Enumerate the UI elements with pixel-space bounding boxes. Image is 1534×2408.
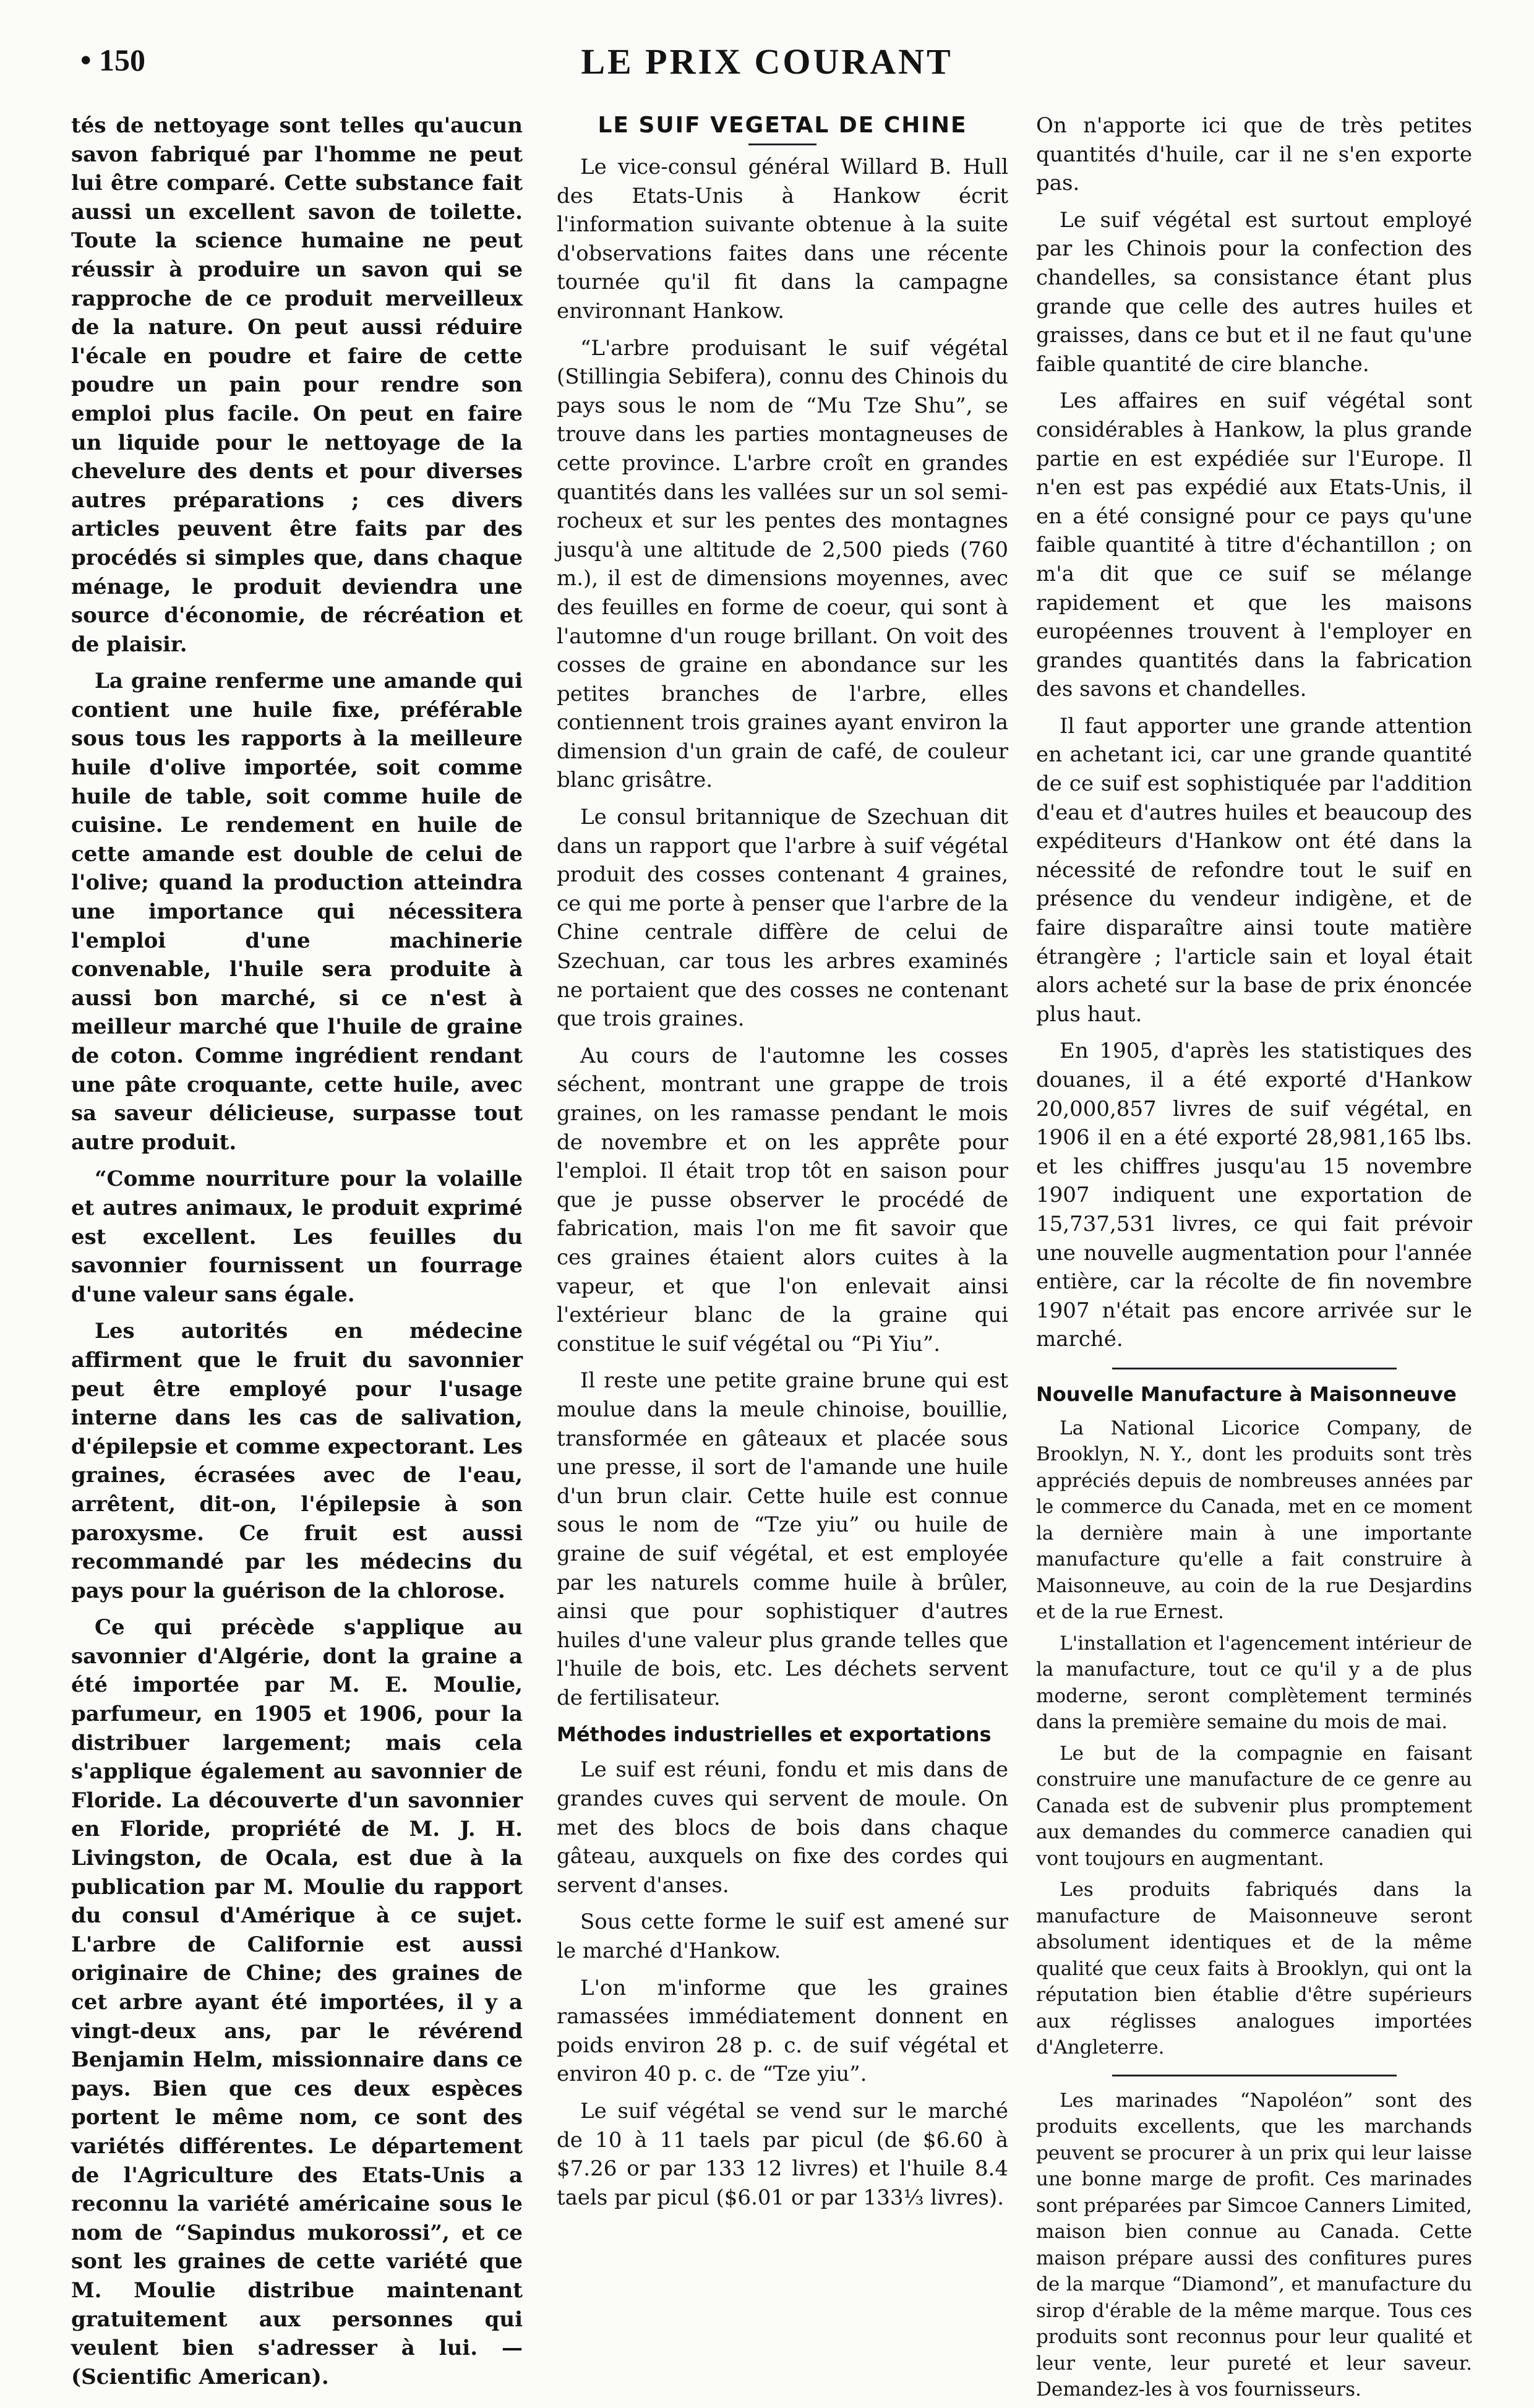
column-middle	[557, 111, 1008, 2212]
article-paragraph: La National Licorice Company, de Brooklyn, N. Y., dont les produits sont très appréciés depuis de nombreuses années par le commerce du Canada, met en ce moment la dernière main à une importante manufacture qu'elle a fait construire à Maisonneuve, au coin de la rue Desjardins et de la rue Ernest.	[1036, 1416, 1472, 1624]
journal-title: LE PRIX COURANT	[581, 41, 953, 82]
article-paragraph: Les autorités en médecine affirment que le fruit du savonnier peut être employé pour l'usage interne dans les cas de salivation, d'épilepsie et comme expectorant. Les graines, écrasées avec de l'eau, arrêtent, dit-on, l'épilepsie à son paroxysme. Ce fruit est aussi recommandé par les médecins du pays pour la guérison de la chlorose.	[71, 1319, 523, 1603]
marinades-notice	[1036, 2088, 1472, 2403]
article-paragraph: Le suif est réuni, fondu et mis dans de grandes cuves qui servent de moule. On met des blocs de bois dans chaque gâteau, auxquels on fixe des cordes qui servent d'anses.	[557, 1757, 1008, 1898]
title-divider	[748, 144, 816, 145]
page-header	[0, 30, 1534, 98]
article-paragraph: “Comme nourriture pour la volaille et autres animaux, le produit exprimé est excellent. Les feuilles du savonnier fournissent un fourrage d'une valeur sans égale.	[71, 1167, 523, 1307]
article-paragraph: Le vice-consul général Willard B. Hull des Etats-Unis à Hankow écrit l'information suivante obtenue à la suite d'observations faites dans une récente tournée qu'il fit dans la campagne environnant Hankow.	[557, 155, 1008, 323]
section-subtitle: Méthodes industrielles et exportations	[557, 1723, 992, 1747]
article-paragraph: Les affaires en suif végétal sont considérables à Hankow, la plus grande partie en est expédiée sur l'Europe. Il n'en est pas expédié aux Etats-Unis, il en a été consigné pour ce pays qu'une faible quantité à titre d'échantillon ; on m'a dit que ce suif se mélange rapidement et que les maisons européennes trouvent à l'employer en grandes quantités dans la fabrication des savons et chandelles.	[1036, 388, 1472, 702]
article-paragraph: Le suif végétal est surtout employé par les Chinois pour la confection des chandelles, sa consistance étant plus grande que celle des autres huiles et graisses, dans ce but et il ne faut qu'une faible quantité de cire blanche.	[1036, 207, 1472, 377]
manufacture-article	[1036, 1415, 1472, 2061]
article-paragraph: Il reste une petite graine brune qui est moulue dans la meule chinoise, bouillie, transformée en gâteaux et placée sous une presse, il sort de l'amande une huile d'un brun clair. Cette huile est connue sous le nom de “Tze yiu” ou huile de graine de suif végétal, et est employée par les naturels comme huile à brûler, ainsi que pour sophistiquer d'autres huiles d'une valeur plus grande telles que l'huile de bois, etc. Les déchets servent de fertilisateur.	[557, 1368, 1008, 1710]
article-paragraph: Les marinades “Napoléon” sont des produits excellents, que les marchands peuvent se procurer à un prix qui leur laisse une bonne marge de profit. Ces marinades sont préparées par Simcoe Canners Limited, maison bien connue au Canada. Cette maison prépare aussi des confitures pures de la marque “Diamond”, et manufacture du sirop d'érable de la même marque. Tous ces produits sont reconnus pour leur qualité et leur vente, leur pureté et leur saveur. Demandez-les à vos fournisseurs.	[1036, 2089, 1472, 2401]
article-paragraph: tés de nettoyage sont telles qu'aucun savon fabriqué par l'homme ne peut lui être comparé. Cette substance fait aussi un excellent savon de toilette. Toute la science humaine ne peut réussir à produire un savon qui se rapproche de ce produit merveilleux de la nature. On peut aussi réduire l'écale en poudre et faire de cette poudre un pain pour rendre son emploi plus facile. On peut en faire un liquide pour le nettoyage de la chevelure des dents et pour diverses autres préparations ; ces divers articles peuvent être faits par des procédés si simples que, dans chaque ménage, le produit deviendra une source d'économie, de récréation et de plaisir.	[71, 113, 523, 657]
article-paragraph: Le but de la compagnie en faisant construire une manufacture de ce genre au Canada est de subvenir plus promptement aux demandes du commerce canadien qui vont toujours en augmentant.	[1036, 1742, 1472, 1870]
article-title: LE SUIF VEGETAL DE CHINE	[598, 113, 967, 138]
article-paragraph: La graine renferme une amande qui contient une huile fixe, préférable sous tous les rapports à la meilleure huile d'olive importée, soit comme huile de table, soit comme huile de cuisine. Le rendement en huile de cette amande est double de celui de l'olive; quand la production atteindra une importance qui nécessitera l'emploi d'une machinerie convenable, l'huile sera produite à aussi bon marché, si ce n'est à meilleur marché que l'huile de graine de coton. Comme ingrédient rendant une pâte croquante, cette huile, avec sa saveur délicieuse, surpasse tout autre produit.	[71, 669, 523, 1155]
article-paragraph: Au cours de l'automne les cosses séchent, montrant une grappe de trois graines, on les ramasse pendant le mois de novembre et on les apprête pour l'emploi. Il était trop tôt en saison pour que je pusse observer le procédé de fabrication, mais l'on me fit savoir que ces graines étaient alors cuites à la vapeur, et que l'on enlevait ainsi l'extérieur blanc de la graine qui constitue le suif végétal ou “Pi Yiu”.	[557, 1043, 1008, 1356]
article-paragraph: Ce qui précède s'applique au savonnier d'Algérie, dont la graine a été importée par M. E. Moulie, parfumeur, en 1905 et 1906, pour la distribuer largement; mais cela s'applique également au savonnier de Floride. La découverte d'un savonnier en Floride, propriété de M. J. H. Livingston, de Ocala, est due à la publication par M. Moulie du rapport du consul d'Amérique à ce sujet. L'arbre de Californie est aussi originaire de Chine; des graines de cet arbre ayant été importées, il y a vingt-deux ans, par le révérend Benjamin Helm, missionnaire dans ce pays. Bien que ces deux espèces portent le même nom, ce sont des variétés différentes. Le département de l'Agriculture des Etats-Unis a reconnu la variété américaine sous le nom de “Sapindus mukorossi”, et ce sont les graines de cette variété que M. Moulie distribue maintenant gratuitement aux personnes qui veulent bien s'adresser à lui. — (Scientific American).	[71, 1615, 523, 2389]
article-paragraph: Le consul britannique de Szechuan dit dans un rapport que l'arbre à suif végétal produit des cosses contenant 4 graines, ce qui me porte à penser que l'arbre de la Chine centrale diffère de celui de Szechuan, car tous les arbres examinés ne portaient que des cosses ne contenant que trois graines.	[557, 805, 1008, 1032]
article-paragraph: Il faut apporter une grande attention en achetant ici, car une grande quantité de ce suif est sophistiquée par l'addition d'eau et d'autres huiles et beaucoup des expéditeurs d'Hankow ont été dans la nécessité de refondre tout le suif en présence du vendeur indigène, et de faire disparaître ainsi toute matière étrangère ; l'article sain et loyal était alors acheté sur la base de prix énoncée plus haut.	[1036, 713, 1472, 1027]
column-left	[71, 111, 523, 2391]
article-paragraph: Les produits fabriqués dans la manufacture de Maisonneuve seront absolument identiques et de la même qualité que ceux faits à Brooklyn, qui ont la réputation bien établie d'être supérieurs aux réglisses analogues importées d'Angleterre.	[1036, 1879, 1472, 2059]
section-divider	[1112, 1368, 1397, 1369]
article-paragraph: “L'arbre produisant le suif végétal (Stillingia Sebifera), connu des Chinois du pays sous le nom de “Mu Tze Shu”, se trouve dans les parties montagneuses de cette province. L'arbre croît en grandes quantités dans les vallées sur un sol semi-rocheux et sur les pentes des montagnes jusqu'à une altitude de 2,500 pieds (760 m.), il est de dimensions moyennes, avec des feuilles en forme de coeur, qui sont à l'automne d'un rouge brillant. On voit des cosses de graine en abondance sur les petites branches de l'arbre, elles contiennent trois graines ayant environ la dimension d'un grain de café, de couleur blanc grisâtre.	[557, 335, 1008, 793]
article-paragraph: Le suif végétal se vend sur le marché de 10 à 11 taels par picul (de $6.60 à $7.26 or par 133 12 livres) et l'huile 8.4 taels par picul ($6.01 or par 133⅓ livres).	[557, 2099, 1008, 2210]
page-number: • 150	[80, 43, 146, 77]
section-divider	[1112, 2075, 1397, 2076]
article-paragraph: On n'apporte ici que de très petites quantités d'huile, car il ne s'en exporte pas.	[1036, 113, 1472, 196]
column-right	[1036, 111, 1472, 2408]
article-paragraph: L'installation et l'agencement intérieur de la manufacture, tout ce qu'il y a de plus moderne, seront complètement terminés dans la première semaine du mois de mai.	[1036, 1632, 1472, 1734]
article-paragraph: En 1905, d'après les statistiques des douanes, il a été exporté d'Hankow 20,000,857 livres de suif végétal, en 1906 il en a été exporté 28,981,165 lbs. et les chiffres jusqu'au 15 novembre 1907 indiquent une exportation de 15,737,531 livres, ce qui fait prévoir une nouvelle augmentation pour l'année entière, car la récolte de fin novembre 1907 n'était pas encore arrivée sur le marché.	[1036, 1039, 1472, 1352]
article-paragraph: L'on m'informe que les graines ramassées immédiatement donnent en poids environ 28 p. c. de suif végétal et environ 40 p. c. de “Tze yiu”.	[557, 1975, 1008, 2087]
article-paragraph: Sous cette forme le suif est amené sur le marché d'Hankow.	[557, 1909, 1008, 1964]
section-subtitle: Nouvelle Manufacture à Maisonneuve	[1036, 1382, 1457, 1406]
